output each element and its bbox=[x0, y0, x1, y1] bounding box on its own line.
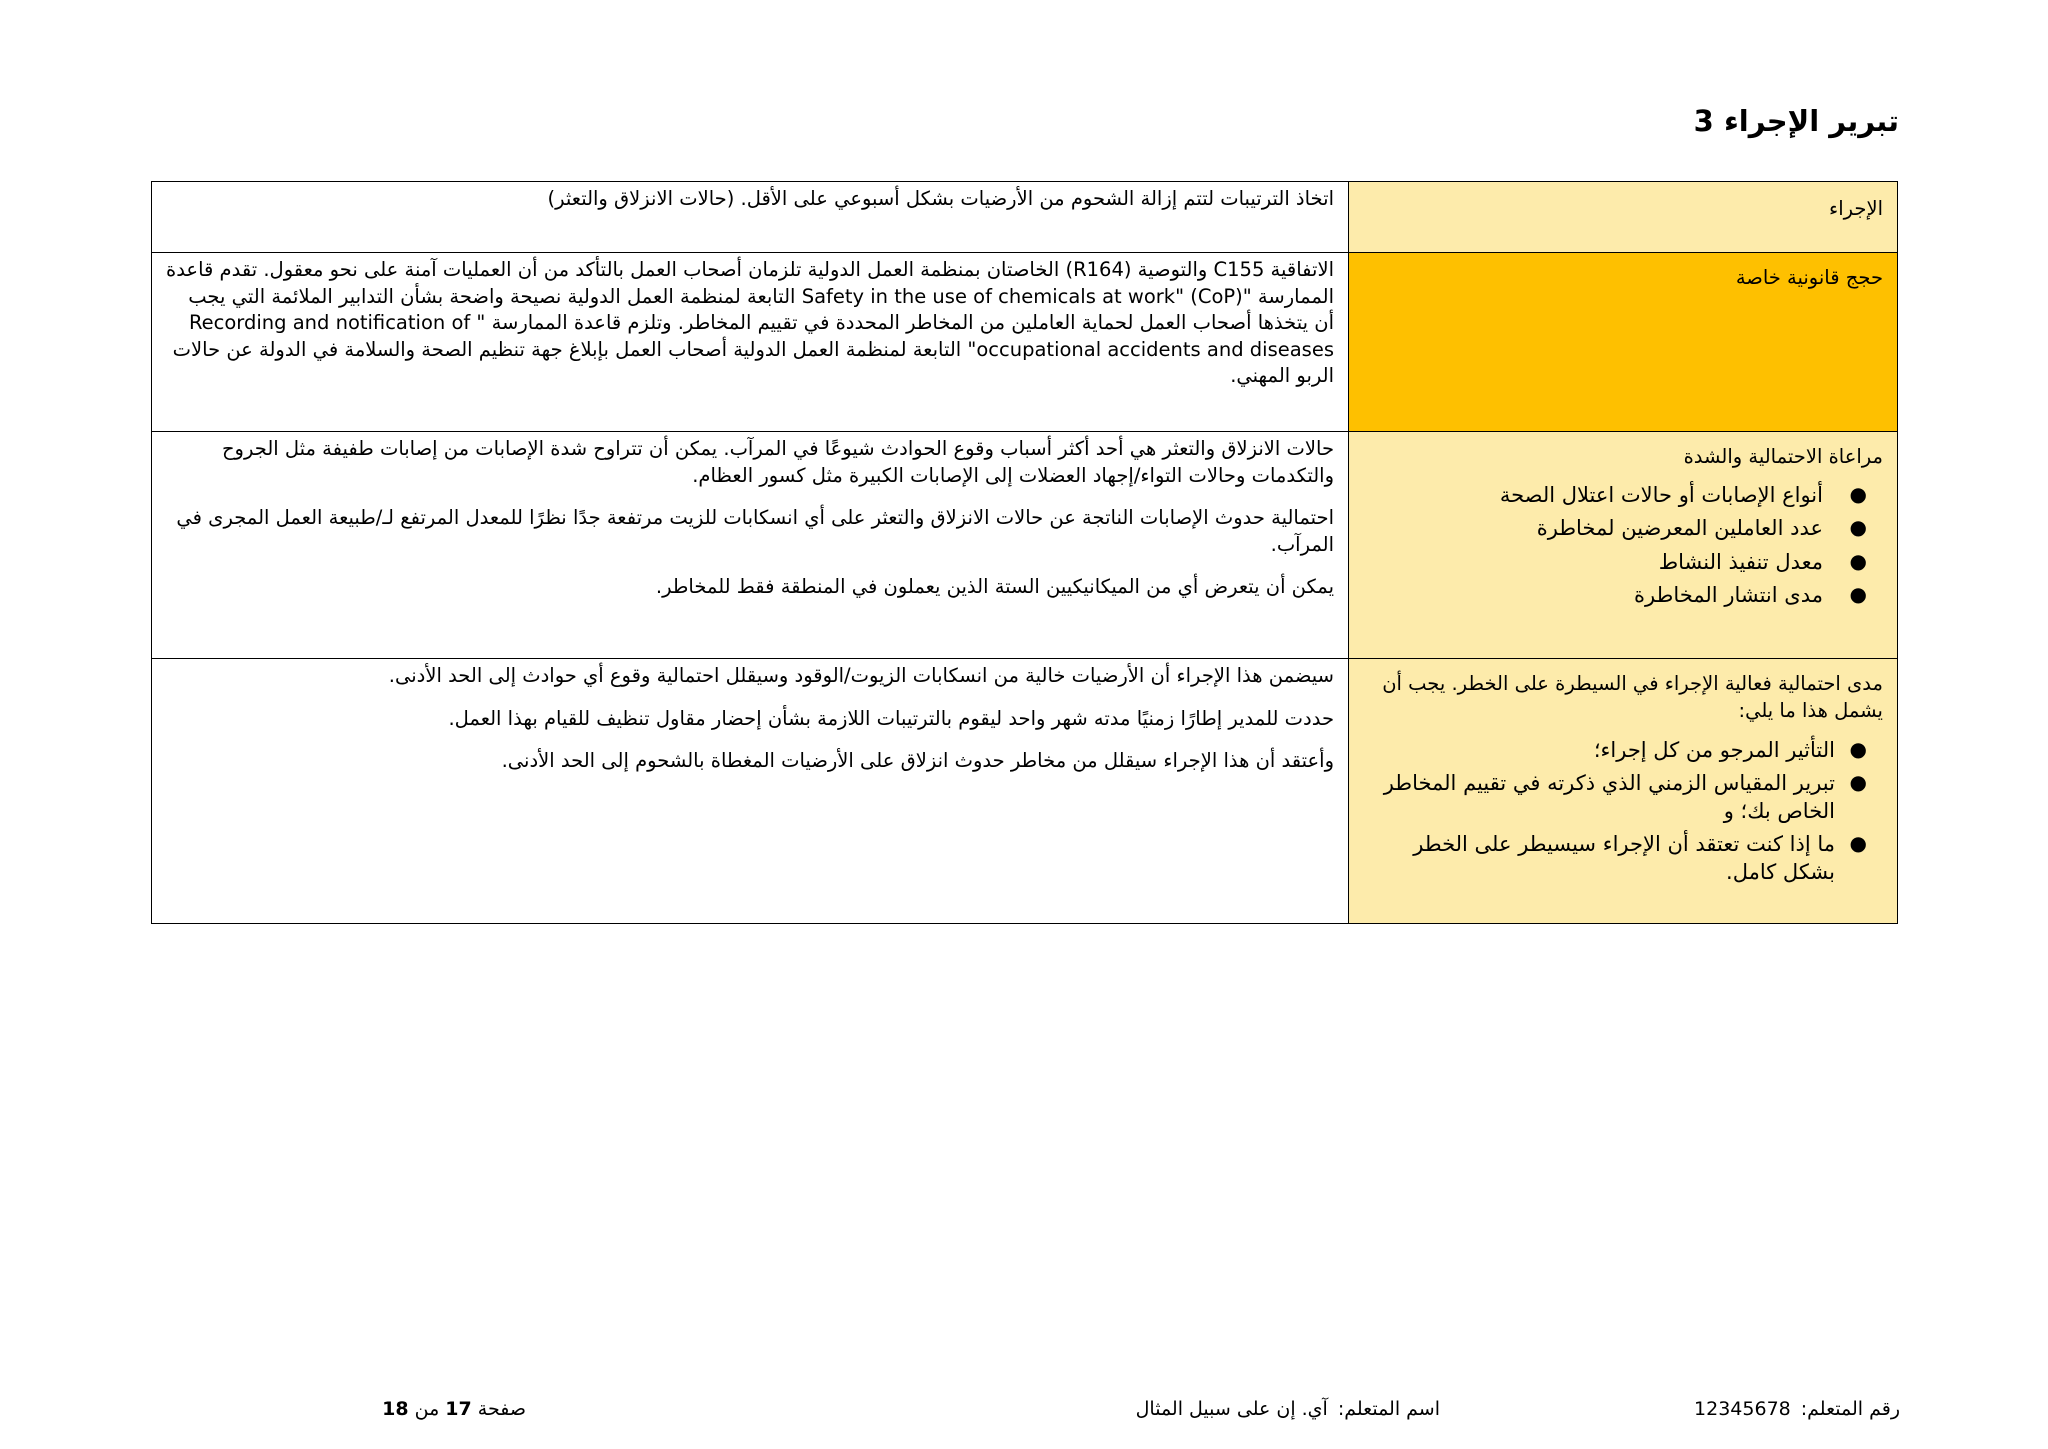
page-total: 18 bbox=[382, 1398, 409, 1420]
table-row-action bbox=[152, 182, 1898, 253]
table-row-effectiveness bbox=[152, 659, 1898, 924]
learner-number-label: رقم المتعلم: bbox=[1800, 1398, 1900, 1420]
content-cell-legal bbox=[152, 253, 1349, 432]
cell-paragraph: اتخاذ الترتيبات لتتم إزالة الشحوم من الأرضيات بشكل أسبوعي على الأقل. (حالات الانزلاق والتعثر) bbox=[547, 187, 1334, 210]
label-cell-likelihood bbox=[1349, 432, 1898, 659]
page-current: 17 bbox=[445, 1398, 472, 1420]
list-item bbox=[1361, 481, 1867, 510]
cell-paragraph: سيضمن هذا الإجراء أن الأرضيات خالية من انسكابات الزيوت/الوقود وسيقلل احتمالية وقوع أي حوادث إلى الحد الأدنى. bbox=[388, 664, 1334, 687]
content-cell-likelihood bbox=[152, 432, 1349, 659]
footer-learner-number bbox=[1694, 1398, 1900, 1420]
label-cell-action bbox=[1349, 182, 1898, 253]
list-item bbox=[1361, 830, 1867, 887]
bullet-icon: ● bbox=[1849, 582, 1867, 607]
list-item-text: تبرير المقياس الزمني الذي ذكرته في تقييم المخاطر الخاص بك؛ و bbox=[1383, 770, 1835, 824]
list-item-text: ما إذا كنت تعتقد أن الإجراء سيسيطر على الخطر بشكل كامل. bbox=[1413, 831, 1835, 885]
list-item bbox=[1361, 769, 1867, 826]
justification-table bbox=[151, 181, 1898, 924]
list-item-text: التأثير المرجو من كل إجراء؛ bbox=[1593, 738, 1835, 763]
cell-paragraph: حالات الانزلاق والتعثر هي أحد أكثر أسباب وقوع الحوادث شيوعًا في المرآب. يمكن أن تتراوح شدة الإصابات من إصابات طفيفة مثل الجروح والتكدمات وحالات التواء/إجهاد العضلات إلى الإصابات الكبيرة مثل كسور العظام. bbox=[221, 437, 1334, 487]
page-of: من bbox=[414, 1398, 440, 1420]
list-item bbox=[1361, 548, 1867, 577]
bullet-icon: ● bbox=[1849, 481, 1867, 506]
row-label: مدى احتمالية فعالية الإجراء في السيطرة على الخطر. يجب أن يشمل هذا ما يلي: bbox=[1382, 672, 1883, 722]
list-item bbox=[1361, 581, 1867, 610]
cell-paragraph: وأعتقد أن هذا الإجراء سيقلل من مخاطر حدوث انزلاق على الأرضيات المغطاة بالشحوم إلى الحد الأدنى. bbox=[501, 749, 1334, 773]
bullet-icon: ● bbox=[1849, 515, 1867, 540]
list-item bbox=[1361, 736, 1867, 765]
row-label: الإجراء bbox=[1829, 197, 1883, 220]
page-word: صفحة bbox=[477, 1398, 526, 1420]
cell-paragraph: يمكن أن يتعرض أي من الميكانيكيين الستة الذين يعملون في المنطقة فقط للمخاطر. bbox=[655, 575, 1334, 599]
label-cell-effectiveness bbox=[1349, 659, 1898, 924]
list-item-text: مدى انتشار المخاطرة bbox=[1634, 583, 1823, 608]
row-label: حجج قانونية خاصة bbox=[1735, 266, 1883, 289]
learner-name-label: اسم المتعلم: bbox=[1337, 1398, 1440, 1420]
bullet-list bbox=[1361, 481, 1883, 610]
bullet-icon: ● bbox=[1849, 737, 1867, 762]
cell-paragraph: حددت للمدير إطارًا زمنيًا مدته شهر واحد ليقوم بالترتيبات اللازمة بشأن إحضار مقاول تنظيف للقيام بهذا العمل. bbox=[448, 706, 1334, 730]
list-item-text: عدد العاملين المعرضين لمخاطرة bbox=[1536, 516, 1823, 541]
list-item bbox=[1361, 514, 1867, 543]
footer-learner-name bbox=[1136, 1398, 1440, 1420]
label-cell-legal bbox=[1349, 253, 1898, 432]
bullet-icon: ● bbox=[1849, 548, 1867, 573]
bullet-icon: ● bbox=[1849, 769, 1867, 794]
page-title: تبرير الإجراء 3 bbox=[1693, 104, 1899, 138]
row-label: مراعاة الاحتمالية والشدة bbox=[1683, 445, 1883, 468]
content-cell-effectiveness bbox=[152, 659, 1349, 924]
learner-name-value: آي. إن على سبيل المثال bbox=[1135, 1398, 1328, 1420]
footer-page-number bbox=[382, 1398, 526, 1420]
bullet-icon: ● bbox=[1849, 830, 1867, 855]
bullet-list bbox=[1361, 736, 1883, 887]
content-cell-action bbox=[152, 182, 1349, 253]
list-item-text: أنواع الإصابات أو حالات اعتلال الصحة bbox=[1499, 482, 1823, 507]
learner-number-value: 12345678 bbox=[1694, 1398, 1791, 1420]
cell-paragraph: احتمالية حدوث الإصابات الناتجة عن حالات الانزلاق والتعثر على أي انسكابات للزيت مرتفعة جدًا نظرًا للمعدل المرتفع لـ/طبيعة العمل المجرى في المرآب. bbox=[176, 506, 1334, 556]
table-row-likelihood bbox=[152, 432, 1898, 659]
table-row-legal bbox=[152, 253, 1898, 432]
list-item-text: معدل تنفيذ النشاط bbox=[1658, 549, 1823, 574]
cell-paragraph: الاتفاقية C155 والتوصية (R164) الخاصتان بمنظمة العمل الدولية تلزمان أصحاب العمل بالتأكد من أن العمليات آمنة على نحو معقول. تقدم قاعدة الممارسة "Safety in the use of chemicals at work" (CoP) التابعة لمنظمة العمل الدولية نصيحة واضحة بشأن التدابير الملائمة التي يجب أن يتخذها أصحاب العمل لحماية العاملين من المخاطر المحددة في تقييم المخاطر. وتلزم قاعدة الممارسة " Recording and notification of occupational accidents and diseases" التابعة لمنظمة العمل الدولية أصحاب العمل بإبلاغ جهة تنظيم الصحة والسلامة في الدولة عن حالات الربو المهني. bbox=[165, 258, 1334, 388]
